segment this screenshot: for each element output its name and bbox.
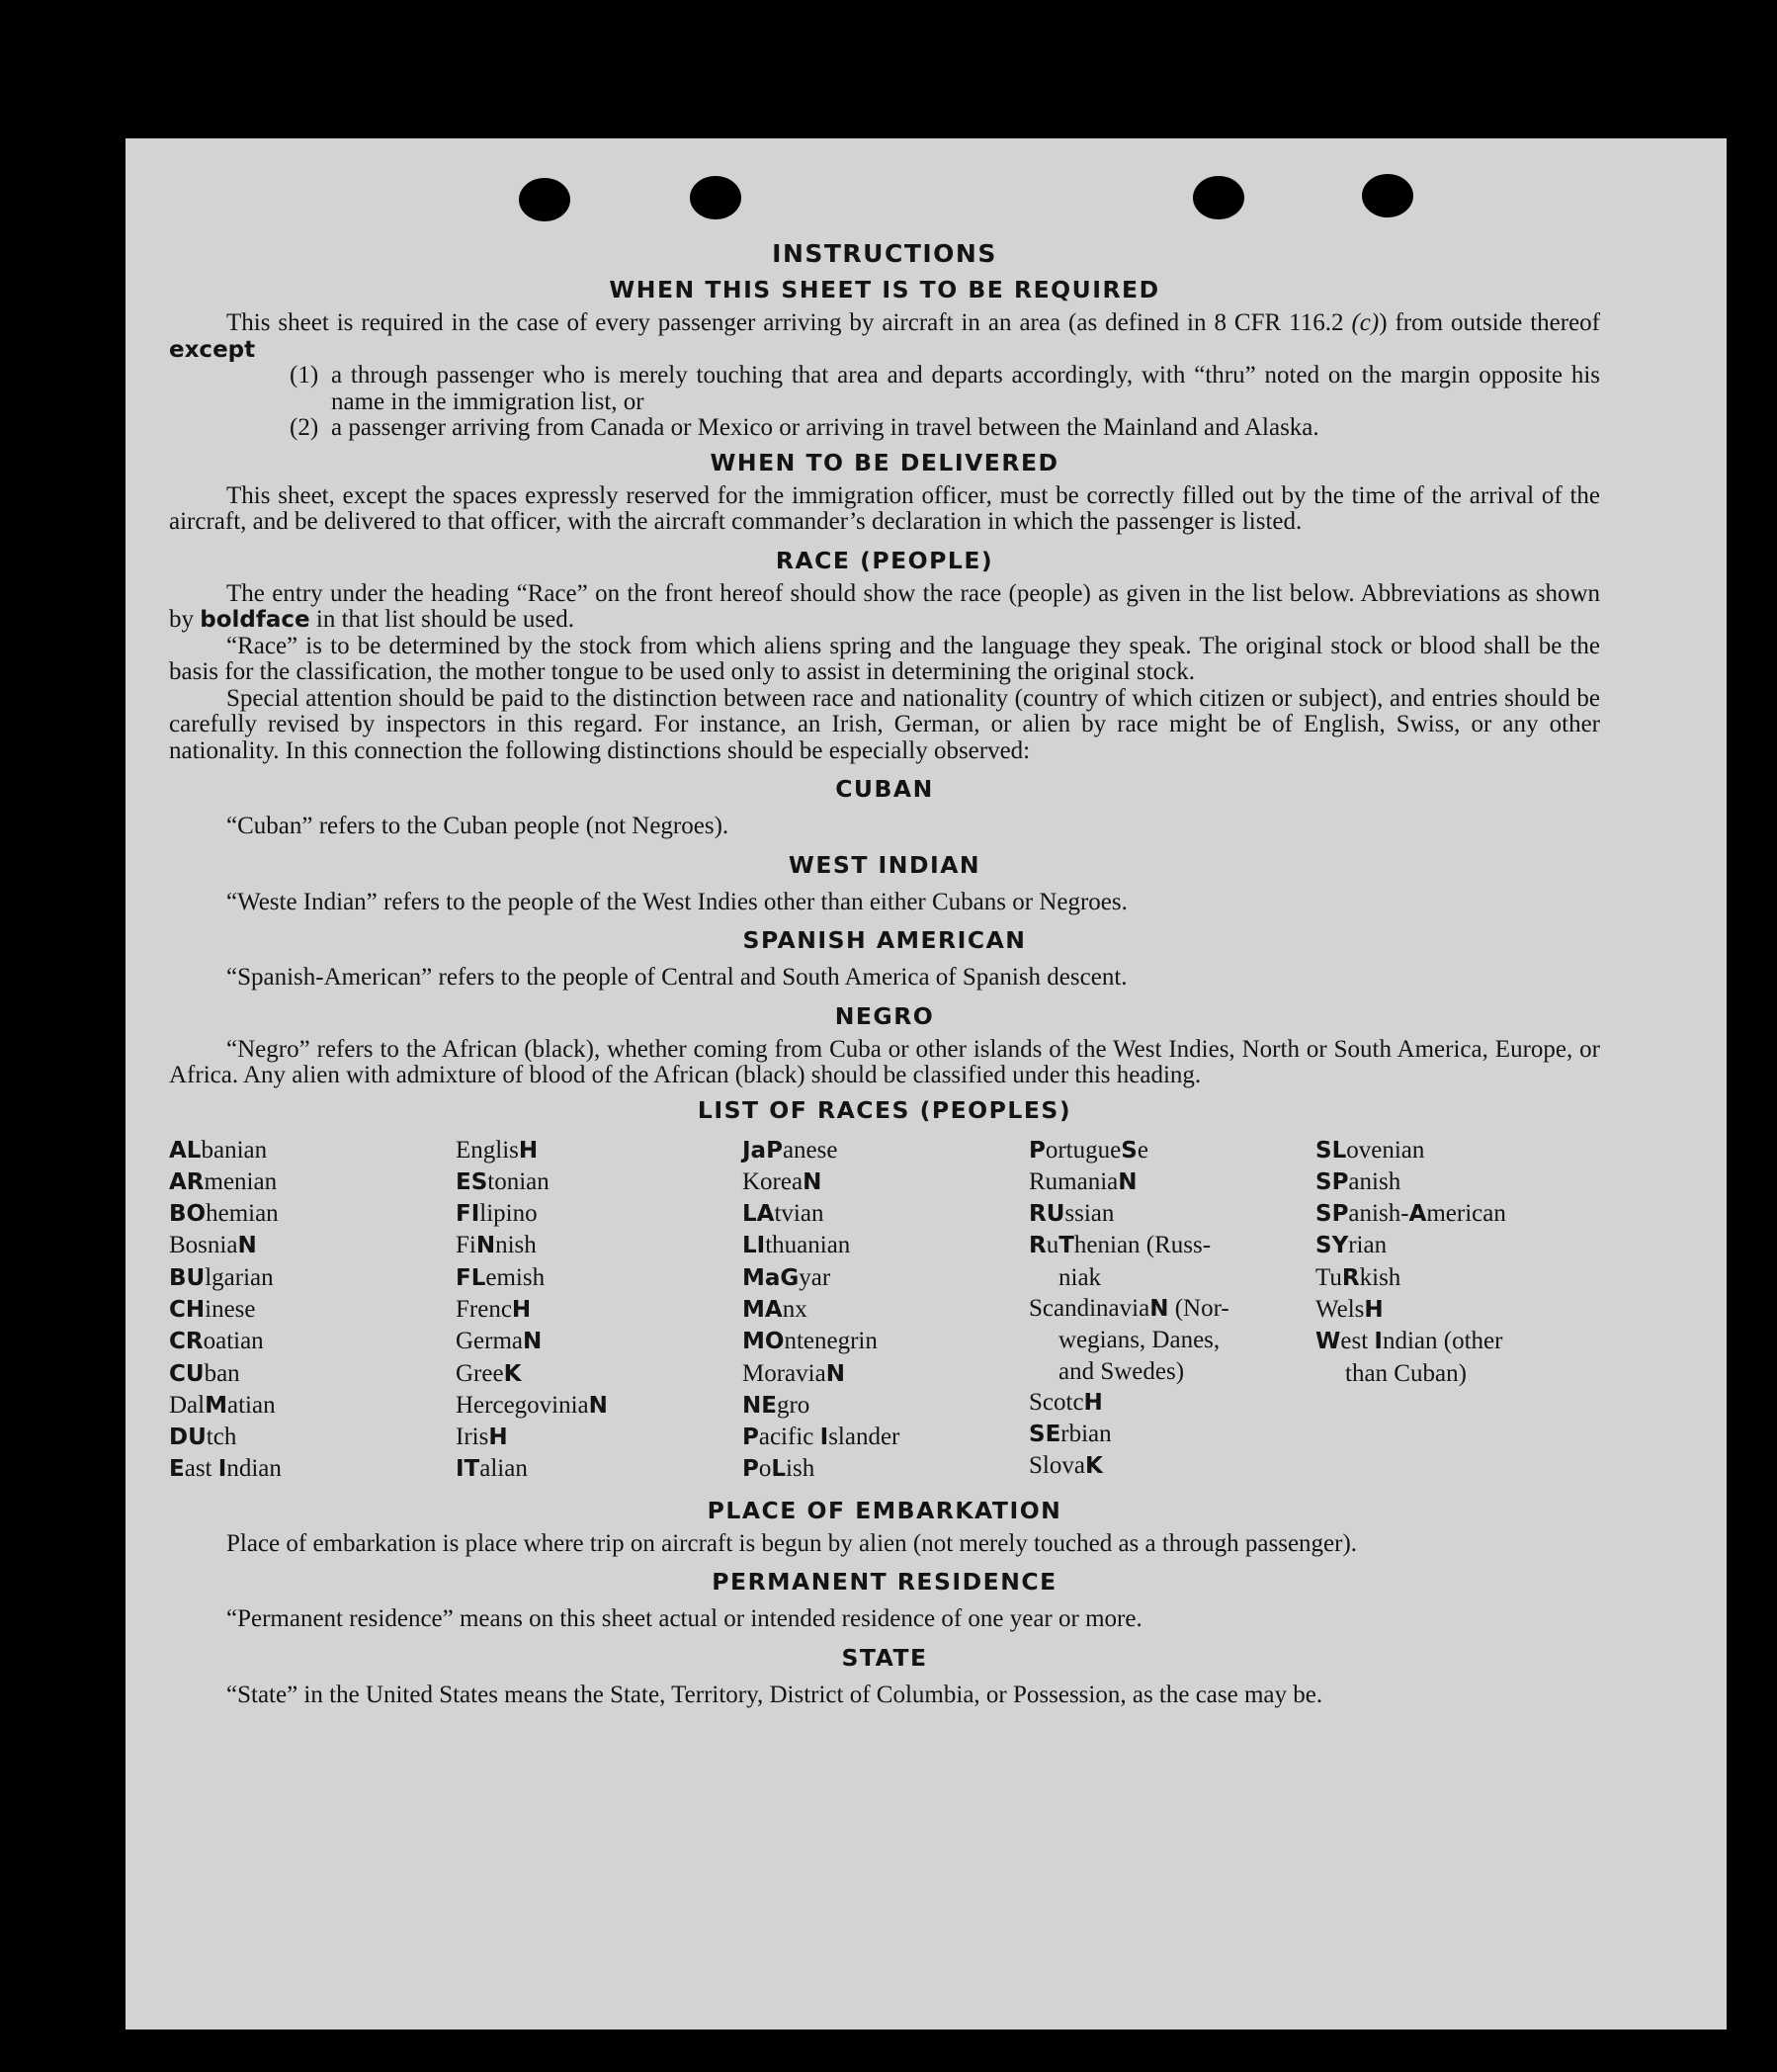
heading-embarkation: PLACE OF EMBARKATION [707, 1496, 1062, 1524]
heading-negro: NEGRO [834, 1001, 935, 1030]
race-entry [1029, 1135, 1315, 1166]
race-text: niak [1058, 1263, 1102, 1291]
race-text: tch [206, 1424, 237, 1451]
race-text: Germa [456, 1328, 524, 1355]
instruction-sheet [126, 138, 1727, 2029]
race-abbreviation: MA [742, 1296, 783, 1323]
race-abbreviation: BU [169, 1264, 206, 1291]
race-entry [742, 1326, 1029, 1357]
race-entry [1029, 1230, 1315, 1261]
race-entry [456, 1422, 742, 1453]
race-abbreviation: H [1364, 1296, 1384, 1323]
required-intro-a: This sheet is required in the case of every passenger arriving by aircraft in an area (as defined in 8 CFR 116.2 [226, 309, 1352, 336]
race-text: yar [799, 1263, 831, 1291]
heading-when-required: WHEN THIS SHEET IS TO BE REQUIRED [609, 276, 1160, 303]
race-paragraph-3: Special attention should be paid to the distinction between race and nationality (country of which citizen or subject), and entries should be carefully revised by inspectors in this regard. For instance, an Irish, German, or alien by race might be of English, Swiss, or any other nationality. In this connection the following distinctions should be especially observed: [169, 684, 1600, 764]
race-entry [1315, 1166, 1602, 1198]
punch-hole-1 [519, 178, 570, 221]
race-column-1 [169, 1135, 456, 1486]
race-abbreviation: E [169, 1456, 185, 1483]
heading-west-indian: WEST INDIAN [788, 850, 981, 879]
race-text: thuanian [765, 1232, 851, 1259]
race-entry-continuation [1029, 1262, 1315, 1293]
race-entry [456, 1294, 742, 1326]
race-abbreviation: AR [169, 1168, 205, 1195]
race-abbreviation: SP [1315, 1201, 1349, 1228]
race-entry [1029, 1198, 1315, 1230]
race-abbreviation: IT [456, 1456, 480, 1483]
race-abbreviation: I [819, 1424, 829, 1451]
race-text: est [1340, 1328, 1375, 1355]
race-entry [742, 1230, 1029, 1261]
race-text: Gree [456, 1359, 504, 1387]
race-abbreviation: N [523, 1329, 543, 1355]
race-entry [169, 1422, 456, 1453]
race-text: Korea [742, 1167, 804, 1195]
race-text: menian [204, 1167, 278, 1195]
race-entry-continuation [1029, 1325, 1315, 1355]
race-entry [169, 1198, 456, 1230]
race-text: Bosnia [169, 1232, 238, 1259]
race-text: (Nor- [1168, 1294, 1229, 1322]
race-text: hemian [206, 1200, 279, 1228]
race-abbreviation: I [1374, 1329, 1383, 1355]
race-text: ndian (other [1382, 1328, 1503, 1355]
race-text: Rumania [1029, 1167, 1119, 1195]
race-entry [742, 1198, 1029, 1230]
race-abbreviation: H [1083, 1389, 1103, 1416]
race-text: nx [782, 1295, 807, 1323]
race-abbreviation: P [1029, 1137, 1046, 1164]
exception-number: (2) [290, 414, 319, 441]
race-entry-continuation [1315, 1358, 1602, 1389]
race-entry [1029, 1293, 1315, 1325]
race-text: tvian [774, 1200, 824, 1228]
race-text: ortugue [1045, 1136, 1122, 1164]
race-text: henian (Russ- [1073, 1232, 1212, 1259]
race-entry [1315, 1198, 1602, 1230]
race-text: Frenc [456, 1295, 512, 1323]
race-entry [742, 1453, 1029, 1485]
race-text: ovenian [1346, 1136, 1425, 1164]
race-text: nish [495, 1232, 537, 1259]
race-abbreviation: FI [456, 1201, 480, 1228]
race-abbreviation: SP [1315, 1168, 1349, 1195]
race-text: anese [782, 1136, 838, 1164]
race-entry [1315, 1262, 1602, 1294]
race-text: Scandinavia [1029, 1294, 1150, 1322]
race-text: u [1046, 1232, 1059, 1259]
race-p1-b: in that list should be used. [309, 606, 574, 633]
race-entry [456, 1326, 742, 1357]
race-entry [1315, 1294, 1602, 1326]
negro-paragraph: “Negro” refers to the African (black), whether coming from Cuba or other islands of the West Indies, North or South America, Europe, or Africa. Any alien with admixture of blood of the African (black) should be classified under this heading. [169, 1035, 1600, 1088]
race-abbreviation: DU [169, 1424, 207, 1451]
race-text: o [758, 1455, 772, 1483]
residence-paragraph: “Permanent residence” means on this sheet actual or intended residence of one year or more. [226, 1605, 1142, 1633]
race-entry [169, 1294, 456, 1326]
race-paragraph-1 [169, 581, 1600, 634]
race-abbreviation: P [742, 1424, 759, 1451]
race-text: ast [184, 1455, 218, 1483]
race-text: Englis [456, 1136, 519, 1164]
race-abbreviation: H [488, 1424, 508, 1451]
race-entry [456, 1198, 742, 1230]
race-abbreviation: RU [1029, 1201, 1065, 1228]
race-text: Fi [456, 1232, 476, 1259]
race-abbreviation: N [803, 1168, 822, 1195]
race-text: anish- [1348, 1200, 1409, 1228]
race-text: lipino [479, 1200, 538, 1228]
punch-hole-4 [1362, 174, 1413, 217]
exception-text: a passenger arriving from Canada or Mexico or arriving in travel between the Mainland and Alaska. [331, 414, 1319, 441]
race-column-2 [456, 1135, 742, 1486]
race-abbreviation: SY [1315, 1233, 1349, 1259]
race-entry [742, 1294, 1029, 1326]
race-abbreviation: K [503, 1360, 522, 1387]
race-entry [169, 1166, 456, 1198]
race-text: oatian [203, 1328, 264, 1355]
race-entry [456, 1230, 742, 1261]
race-list [169, 1135, 1600, 1486]
race-abbreviation: N [475, 1233, 496, 1259]
race-entry [742, 1390, 1029, 1422]
required-paragraph [169, 310, 1600, 363]
race-abbreviation: R [1341, 1264, 1360, 1291]
cuban-paragraph: “Cuban” refers to the Cuban people (not Negroes). [226, 813, 729, 839]
race-p1-a: The entry under the heading “Race” on the front hereof should show the race (people) as given in the list below. Abbreviations as shown by [169, 579, 1600, 633]
race-abbreviation: LA [742, 1201, 775, 1228]
race-text: than Cuban) [1345, 1359, 1467, 1387]
race-text: and Swedes) [1058, 1357, 1185, 1385]
race-abbreviation: W [1315, 1329, 1341, 1355]
race-text: Wels [1315, 1295, 1365, 1323]
race-text: acific [758, 1424, 820, 1451]
race-entry [456, 1453, 742, 1485]
race-text: lgarian [205, 1263, 274, 1291]
race-entry [169, 1326, 456, 1357]
race-column-3 [742, 1135, 1029, 1486]
race-abbreviation: LI [742, 1233, 766, 1259]
race-abbreviation: L [771, 1456, 787, 1483]
race-abbreviation: JaP [742, 1137, 783, 1164]
race-abbreviation: N [1149, 1295, 1169, 1322]
race-entry [742, 1262, 1029, 1294]
heading-list-of-races: LIST OF RACES (PEOPLES) [697, 1095, 1072, 1124]
race-abbreviation: SL [1315, 1137, 1347, 1164]
race-text: Iris [456, 1424, 489, 1451]
heading-state: STATE [841, 1643, 928, 1672]
race-entry [456, 1166, 742, 1198]
race-column-4 [1029, 1135, 1315, 1486]
race-text: alian [479, 1455, 528, 1483]
race-text: merican [1426, 1200, 1506, 1228]
race-abbreviation: BO [169, 1201, 207, 1228]
race-text: rbian [1060, 1421, 1112, 1448]
race-abbreviation: CR [169, 1329, 204, 1355]
race-abbreviation: CU [169, 1360, 205, 1387]
race-abbreviation: CH [169, 1296, 206, 1323]
race-abbreviation: ES [456, 1168, 488, 1195]
race-abbreviation: SE [1029, 1422, 1061, 1448]
heading-cuban: CUBAN [835, 775, 934, 803]
race-entry [456, 1358, 742, 1390]
race-abbreviation: K [1084, 1453, 1103, 1480]
race-text: e [1137, 1136, 1148, 1164]
race-text: Slova [1029, 1452, 1085, 1480]
race-abbreviation: T [1058, 1233, 1074, 1259]
race-entry [169, 1390, 456, 1422]
race-entry [169, 1453, 456, 1485]
race-text: Moravia [742, 1359, 826, 1387]
race-text: banian [201, 1136, 268, 1164]
race-abbreviation: P [742, 1456, 759, 1483]
race-abbreviation: N [588, 1392, 608, 1419]
race-entry [1315, 1326, 1602, 1357]
embarkation-paragraph: Place of embarkation is place where trip on aircraft is begun by alien (not merely touched as a through passenger). [226, 1529, 1358, 1557]
race-entry [1029, 1419, 1315, 1450]
race-abbreviation: M [205, 1392, 227, 1419]
race-text: ntenegrin [784, 1328, 878, 1355]
race-entry [1315, 1230, 1602, 1261]
race-entry [742, 1166, 1029, 1198]
race-abbreviation: MaG [742, 1264, 800, 1291]
race-text: wegians, Danes, [1058, 1327, 1221, 1354]
race-entry [456, 1390, 742, 1422]
race-entry [742, 1358, 1029, 1390]
race-entry [169, 1230, 456, 1261]
race-text: ndian [226, 1455, 282, 1483]
race-abbreviation: FL [456, 1264, 486, 1291]
heading-race: RACE (PEOPLE) [775, 546, 994, 574]
race-text: ssian [1064, 1200, 1115, 1228]
race-entry [742, 1135, 1029, 1166]
race-entry [456, 1135, 742, 1166]
state-paragraph: “State” in the United States means the State, Territory, District of Columbia, or Possession, as the case may be. [226, 1681, 1323, 1708]
race-text: anish [1348, 1167, 1401, 1195]
west-indian-paragraph: “Weste Indian” refers to the people of the West Indies other than either Cubans or Negroes. [226, 888, 1128, 915]
race-text: atian [227, 1391, 276, 1419]
race-entry [742, 1422, 1029, 1453]
race-text: emish [485, 1263, 546, 1291]
required-except: except [169, 336, 256, 363]
race-abbreviation: S [1121, 1137, 1138, 1164]
race-entry [169, 1262, 456, 1294]
punch-hole-2 [690, 176, 741, 219]
delivered-paragraph: This sheet, except the spaces expressly reserved for the immigration officer, must be correctly filled out by the time of the arrival of the aircraft, and be delivered to that officer, with the aircraft commander’s declaration in which the passenger is listed. [169, 481, 1600, 535]
race-entry [456, 1262, 742, 1294]
race-abbreviation: H [511, 1296, 532, 1323]
race-abbreviation: R [1029, 1233, 1047, 1259]
race-entry-continuation [1029, 1356, 1315, 1387]
race-abbreviation: H [518, 1137, 539, 1164]
race-abbreviation: A [1408, 1201, 1427, 1228]
race-text: Scotc [1029, 1388, 1084, 1416]
race-text: rian [1348, 1232, 1388, 1259]
punch-hole-3 [1193, 176, 1244, 219]
race-entry [1029, 1450, 1315, 1482]
race-abbreviation: MO [742, 1329, 785, 1355]
heading-when-delivered: WHEN TO BE DELIVERED [710, 448, 1059, 476]
race-abbreviation: N [1118, 1168, 1138, 1195]
race-entry [1029, 1387, 1315, 1419]
race-text: slander [828, 1424, 900, 1451]
race-abbreviation: N [825, 1360, 845, 1387]
race-text: inese [205, 1295, 256, 1323]
exception-text: a through passenger who is merely touching that area and departs accordingly, with “thru” noted on the margin opposite his name in the immigration list, or [331, 362, 1600, 415]
race-abbreviation: NE [742, 1392, 777, 1419]
instructions-content [169, 239, 1600, 1708]
race-text: tonian [487, 1167, 550, 1195]
race-text: kish [1359, 1263, 1401, 1291]
exception-item-1 [290, 363, 1600, 415]
required-intro-b: ) from outside thereof [1379, 309, 1600, 336]
race-text: ban [204, 1359, 240, 1387]
heading-spanish-american: SPANISH AMERICAN [742, 926, 1027, 954]
race-text: ish [786, 1455, 815, 1483]
exception-number: (1) [290, 362, 319, 388]
race-column-5 [1315, 1135, 1602, 1486]
heading-permanent-residence: PERMANENT RESIDENCE [712, 1568, 1058, 1597]
race-boldface-word: boldface [200, 607, 310, 633]
race-paragraph-2: “Race” is to be determined by the stock from which aliens spring and the language they speak. The original stock or blood shall be the basis for the classification, the mother tongue to be used only to assist in determining the original stock. [169, 632, 1600, 685]
spanish-american-paragraph: “Spanish-American” refers to the people of Central and South America of Spanish descent. [226, 964, 1128, 991]
race-entry [169, 1135, 456, 1166]
race-text: Hercegovinia [456, 1391, 589, 1419]
race-text: Dal [169, 1391, 206, 1419]
exception-item-2 [290, 415, 1600, 442]
race-entry [169, 1358, 456, 1390]
heading-instructions: INSTRUCTIONS [772, 239, 997, 268]
race-entry [1315, 1135, 1602, 1166]
race-abbreviation: N [237, 1233, 257, 1259]
race-abbreviation: AL [169, 1137, 202, 1164]
race-entry [1029, 1166, 1315, 1198]
race-abbreviation: I [217, 1456, 227, 1483]
race-text: Tu [1315, 1263, 1342, 1291]
race-text: gro [776, 1391, 810, 1419]
required-cite: (c) [1351, 309, 1380, 336]
